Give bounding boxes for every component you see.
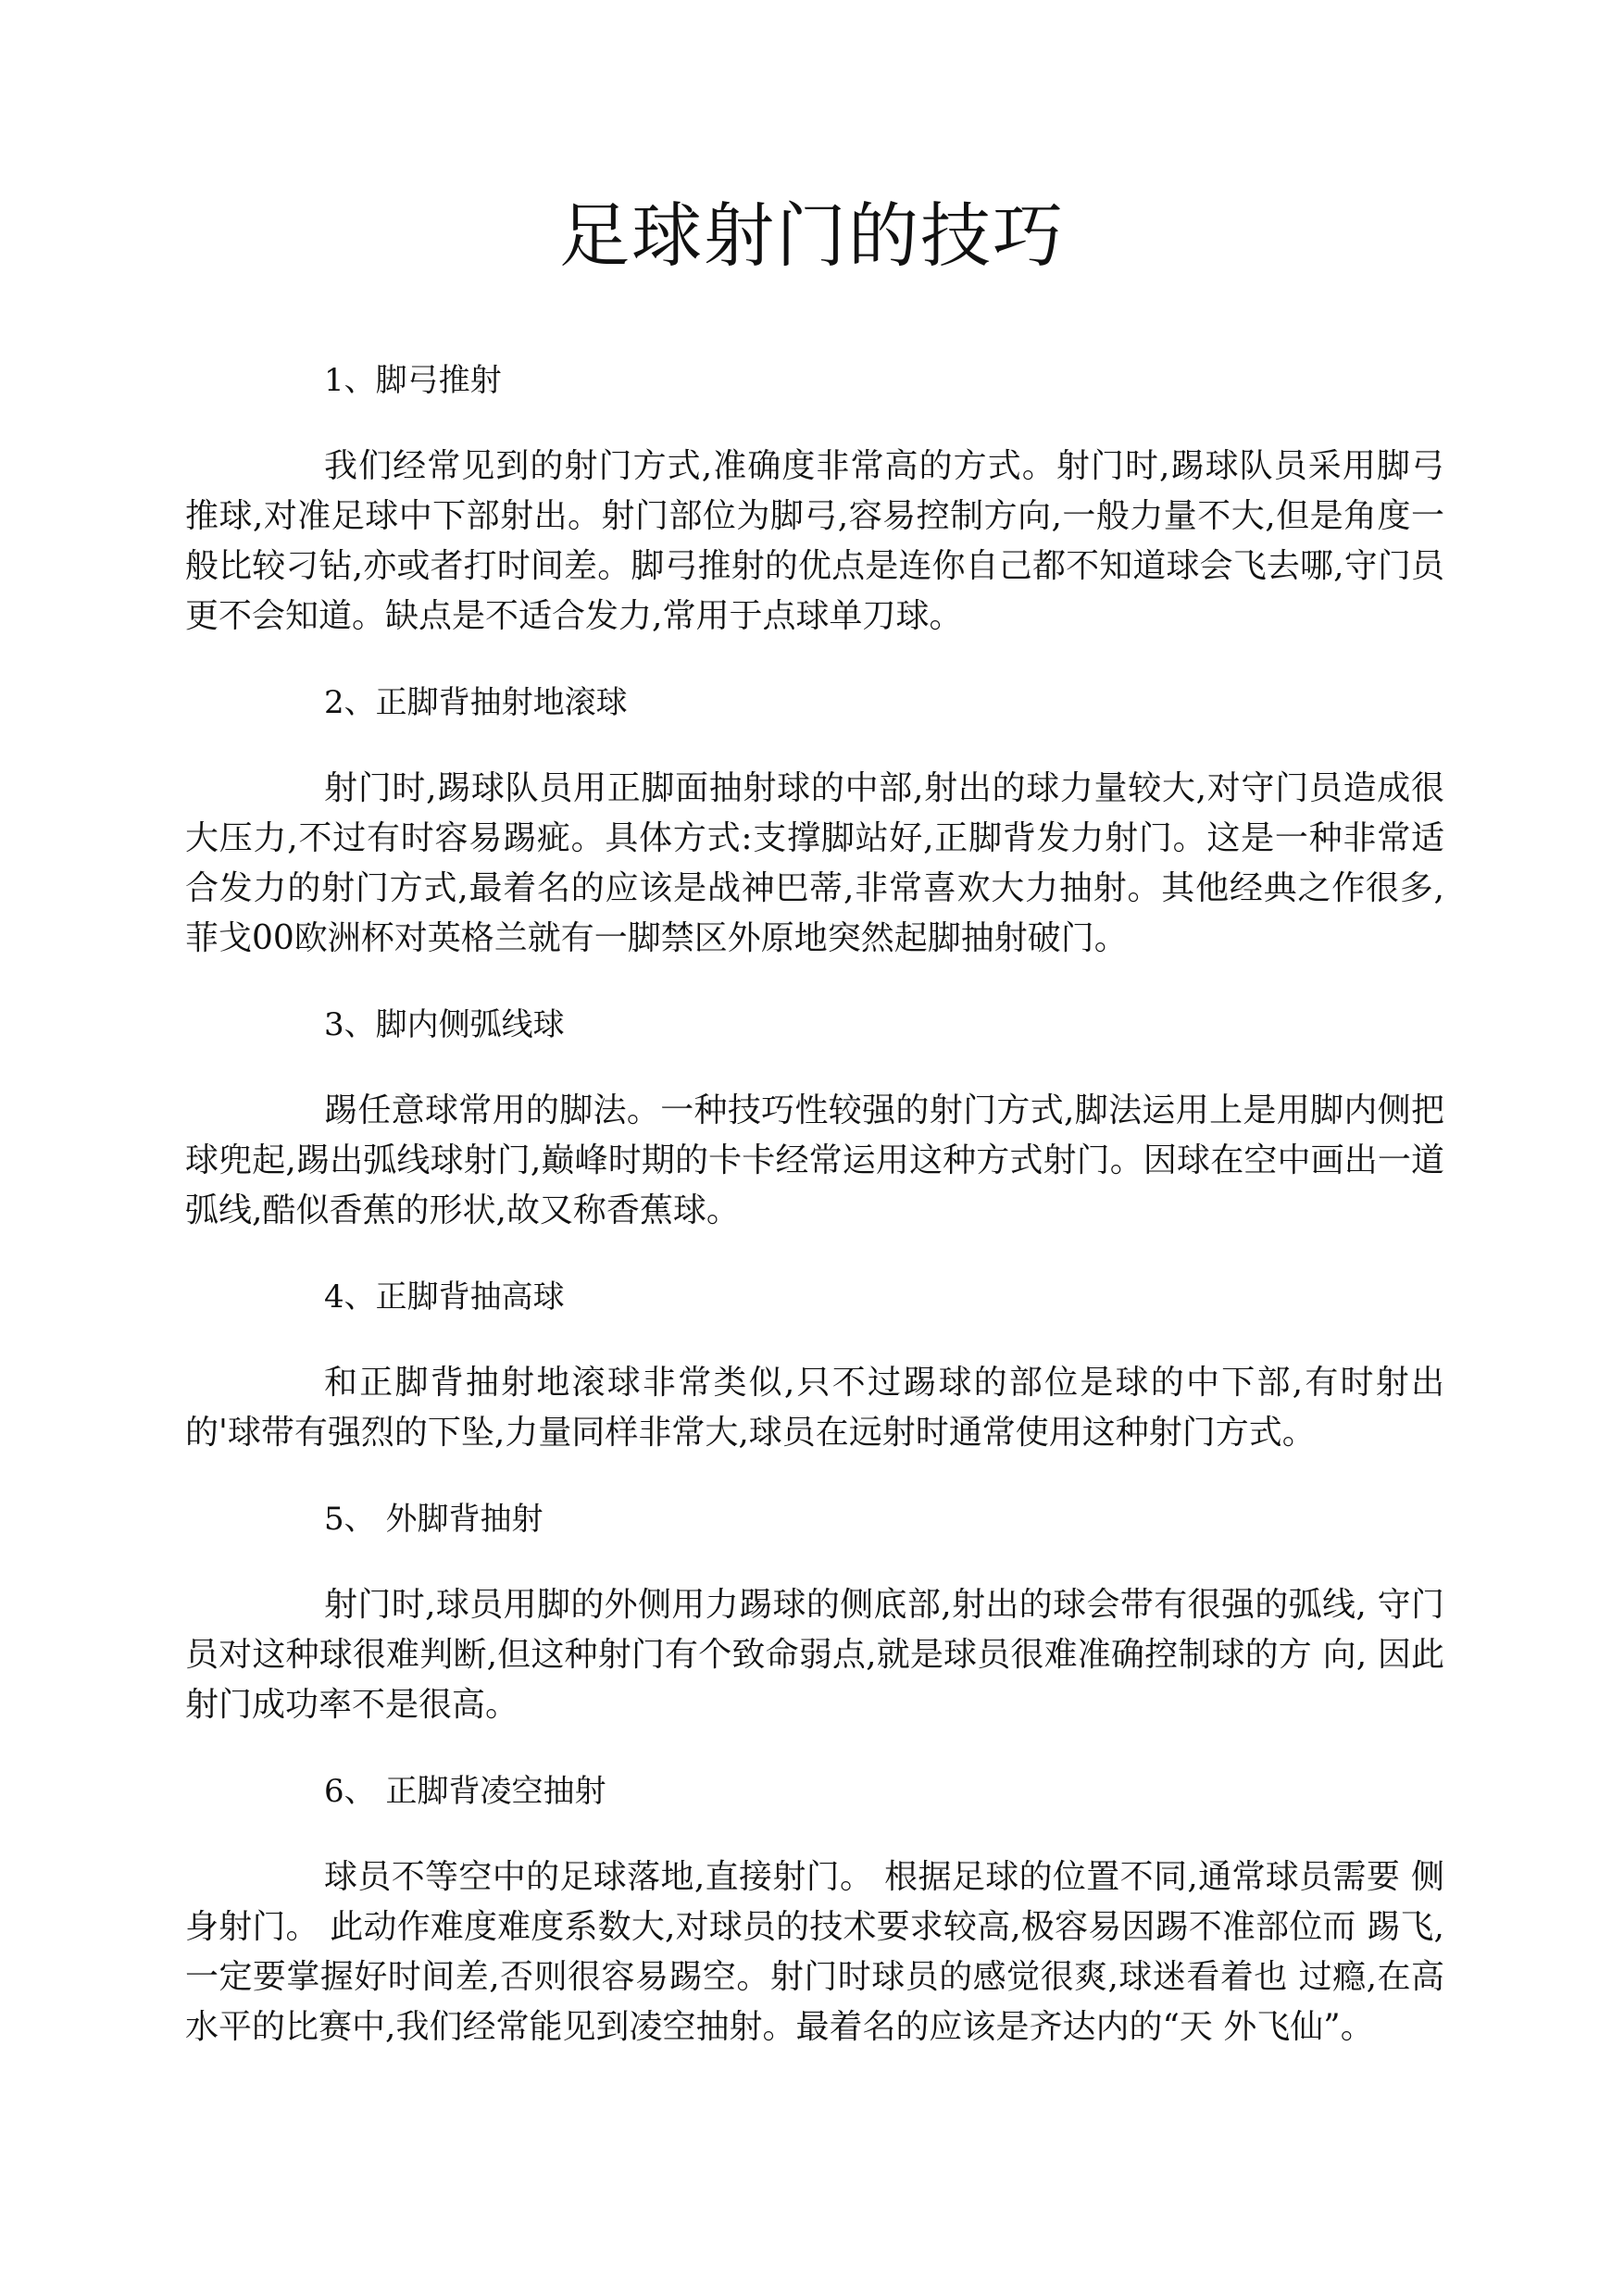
section-2 xyxy=(185,679,1444,964)
section-paragraph: 球员不等空中的足球落地,直接射门。 根据足球的位置不同,通常球员需要 侧身射门。 此动作难度难度系数大,对球员的技术要求较高,极容易因踢不准部位而 踢飞,一定要掌握好时间差,否则很容易踢空。射门时球员的感觉很爽,球迷看着也 过瘾,在高水平的比赛中,我们经常能见到凌空抽射。最着名的应该是齐达内的“天 外飞仙”。 xyxy=(185,1858,1444,2046)
section-paragraph: 射门时,球员用脚的外侧用力踢球的侧底部,射出的球会带有很强的弧线, 守门员对这种球很难判断,但这种射门有个致命弱点,就是球员很难准确控制球的方 向, 因此射门成功率不是很高。 xyxy=(185,1586,1444,1724)
section-paragraph: 和正脚背抽射地滚球非常类似,只不过踢球的部位是球的中下部,有时射出的'球带有强烈的下坠,力量同样非常大,球员在远射时通常使用这种射门方式。 xyxy=(185,1364,1444,1452)
section-heading: 2、正脚背抽射地滚球 xyxy=(324,684,628,721)
document-body xyxy=(185,356,1444,2089)
section-heading: 5、 外脚背抽射 xyxy=(324,1501,543,1538)
section-5 xyxy=(185,1495,1444,1730)
section-heading: 6、 正脚背凌空抽射 xyxy=(324,1773,606,1810)
section-paragraph: 我们经常见到的射门方式,准确度非常高的方式。射门时,踢球队员采用脚弓推球,对准足球中下部射出。射门部位为脚弓,容易控制方向,一般力量不大,但是角度一般比较刁钻,亦或者打时间差。脚弓推射的优点是连你自己都不知道球会飞去哪,守门员更不会知道。缺点是不适合发力,常用于点球单刀球。 xyxy=(185,447,1444,635)
section-heading: 3、脚内侧弧线球 xyxy=(324,1006,565,1043)
section-paragraph: 踢任意球常用的脚法。一种技巧性较强的射门方式,脚法运用上是用脚内侧把球兜起,踢出弧线球射门,巅峰时期的卡卡经常运用这种方式射门。因球在空中画出一道弧线,酷似香蕉的形状,故又称香蕉球。 xyxy=(185,1091,1444,1229)
section-paragraph: 射门时,踢球队员用正脚面抽射球的中部,射出的球力量较大,对守门员造成很大压力,不过有时容易踢疵。具体方式:支撑脚站好,正脚背发力射门。这是一种非常适合发力的射门方式,最着名的应该是战神巴蒂,非常喜欢大力抽射。其他经典之作很多,菲戈00欧洲杯对英格兰就有一脚禁区外原地突然起脚抽射破门。 xyxy=(185,769,1444,957)
section-6 xyxy=(185,1767,1444,2052)
section-4 xyxy=(185,1273,1444,1458)
document-title: 足球射门的技巧 xyxy=(559,194,1065,277)
section-heading: 1、脚弓推射 xyxy=(324,362,502,399)
section-3 xyxy=(185,1001,1444,1236)
section-heading: 4、正脚背抽高球 xyxy=(324,1278,565,1316)
section-1 xyxy=(185,356,1444,642)
